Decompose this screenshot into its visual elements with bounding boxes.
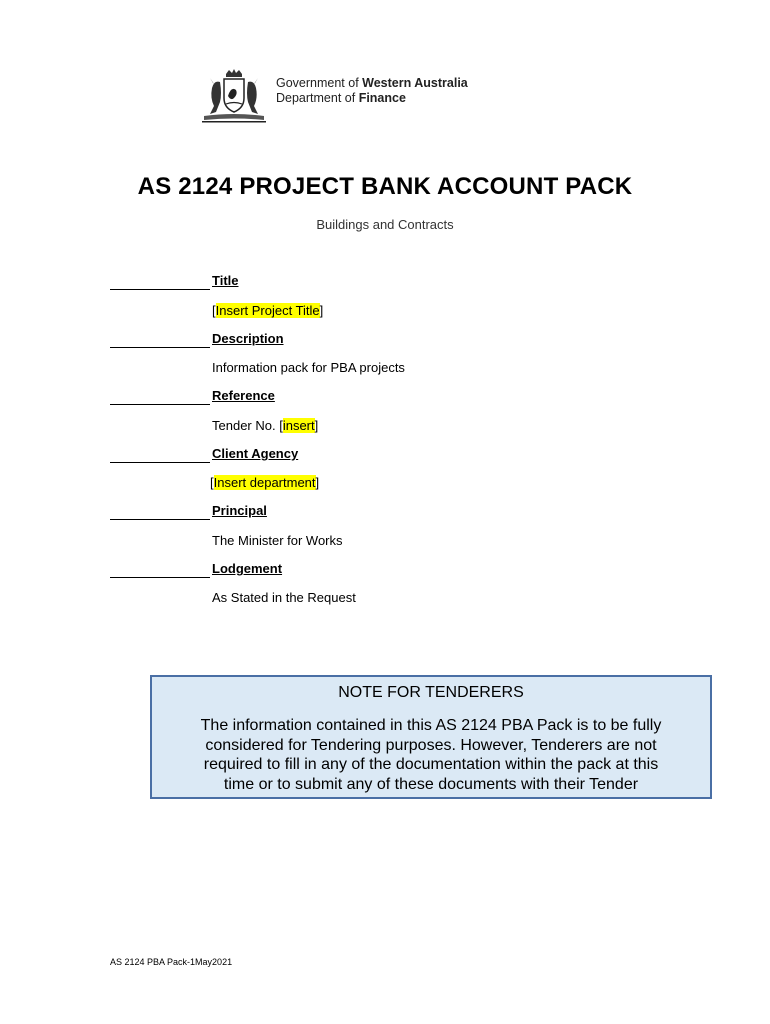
note-for-tenderers-box — [150, 675, 712, 799]
placeholder-highlight: insert — [282, 418, 315, 433]
field-value-title: [Insert Project Title] — [212, 303, 324, 318]
field-value-reference: Tender No. [insert] — [212, 418, 319, 433]
placeholder-highlight: Insert department — [213, 475, 316, 490]
placeholder-highlight: Insert Project Title — [215, 303, 320, 318]
field-label-reference: Reference — [212, 388, 275, 403]
wa-coat-of-arms-icon — [198, 68, 270, 124]
field-rule — [110, 289, 210, 290]
field-value-lodgement: As Stated in the Request — [212, 590, 356, 605]
field-label-client-agency: Client Agency — [212, 446, 299, 461]
field-value-principal: The Minister for Works — [212, 533, 343, 548]
field-label-principal: Principal — [212, 503, 267, 518]
note-line: considered for Tendering purposes. However, Tenderers are not — [205, 736, 657, 754]
org-line1-prefix: Government of — [276, 76, 363, 90]
field-rule — [110, 462, 210, 463]
field-label-description: Description — [212, 331, 284, 346]
org-line2-prefix: Department of — [276, 91, 359, 105]
document-title: AS 2124 PROJECT BANK ACCOUNT PACK — [137, 173, 633, 200]
field-rule — [110, 404, 210, 405]
field-label-title: Title — [212, 273, 239, 288]
org-line2-bold: Finance — [358, 91, 406, 105]
field-value-client-agency: [Insert department] — [210, 475, 320, 490]
field-value-description: Information pack for PBA projects — [212, 360, 405, 375]
note-title: NOTE FOR TENDERERS — [338, 684, 524, 701]
field-rule — [110, 577, 210, 578]
org-line1-bold: Western Australia — [362, 76, 468, 90]
note-line: The information contained in this AS 2124 PBA Pack is to be fully — [200, 717, 662, 734]
organisation-name — [276, 76, 468, 106]
field-rule — [110, 519, 210, 520]
note-body — [152, 716, 710, 794]
field-label-lodgement: Lodgement — [212, 561, 283, 576]
document-subtitle: Buildings and Contracts — [316, 217, 454, 232]
page-footer: AS 2124 PBA Pack-1May2021 — [110, 957, 233, 967]
note-line: required to fill in any of the documentation within the pack at this — [203, 756, 659, 773]
page-header — [198, 66, 518, 124]
field-rule — [110, 347, 210, 348]
note-line: time or to submit any of these documents with their Tender — [223, 775, 639, 793]
